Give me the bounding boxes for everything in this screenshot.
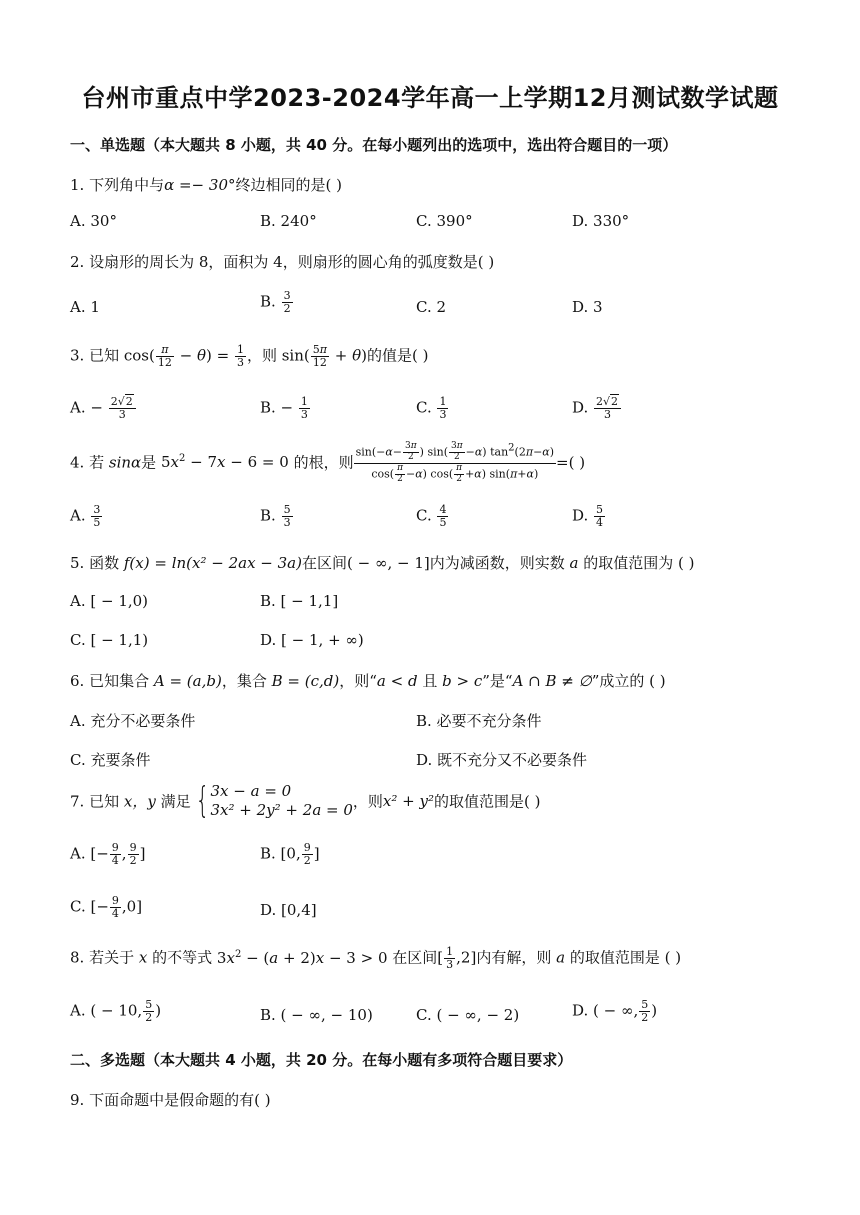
- question-6-option-c: C. 充要条件: [70, 751, 151, 769]
- question-7-option-c: C. [− $\frac{9}{4}$ ,0]: [70, 894, 143, 921]
- question-6-text5: ”是“: [482, 672, 513, 690]
- question-6-set-a: A = (a,b): [153, 672, 222, 690]
- question-7-end: 的取值范围是( ): [434, 792, 541, 811]
- question-7-option-a: A. [− $\frac{9}{4}$ , $\frac{9}{2}$ ]: [70, 841, 146, 868]
- question-7-vars: x，y: [123, 792, 156, 811]
- question-3-suffix: 的值是( ): [366, 346, 429, 365]
- question-2-option-d: D. 3: [572, 298, 603, 316]
- question-5-option-d: D. [ − 1, + ∞): [260, 631, 364, 649]
- section-heading-single-choice: 一、单选题（本大题共 8 小题，共 40 分。在每小题列出的选项中，选出符合题目的一项）: [70, 136, 678, 154]
- question-8-mid2: 在区间: [392, 948, 438, 967]
- question-5-function: f(x) = ln(x² − 2ax − 3a): [123, 554, 302, 572]
- question-7-eq2: 3x² + 2y² + 2a = 0: [210, 800, 353, 819]
- question-3-option-a: A. − $\frac{2√2}{3}$: [70, 396, 137, 421]
- question-5: [70, 552, 695, 573]
- question-2-option-a: A. 1: [70, 298, 100, 316]
- question-5-interval: ( − ∞, − 1]: [347, 554, 430, 572]
- question-1-option-b: B. 240°: [260, 212, 317, 230]
- question-5-suffix: 内为减函数，则实数: [429, 554, 565, 572]
- fraction-3-2: $\frac{3}{2}$: [283, 289, 291, 316]
- question-1-option-d: D. 330°: [572, 212, 630, 230]
- question-4-mid1: 是: [141, 453, 157, 472]
- question-6-option-a: A. 充分不必要条件: [70, 712, 196, 730]
- question-8: 8. 若关于 x 的不等式 $3x^2 - (a + 2)x - 3 > 0$ 在区间[ $\frac{1}{3}$ ,2]内有解，则 a 的取值范围是 ( ): [70, 945, 682, 972]
- question-6-set-b: B = (c,d): [271, 672, 340, 690]
- question-7: [70, 779, 541, 821]
- question-1-math: α =− 30°: [164, 176, 236, 194]
- question-8-option-a: A. ( − 10, $\frac{5}{2}$ ): [70, 998, 162, 1025]
- question-7-option-b: B. [0, $\frac{9}{2}$ ]: [260, 841, 320, 868]
- question-2-option-c: C. 2: [416, 298, 447, 316]
- question-5-prefix: 5. 函数: [70, 554, 120, 572]
- question-5-option-a: A. [ − 1,0): [70, 592, 149, 610]
- question-7-option-d: D. [0,4]: [260, 901, 317, 919]
- question-4-mid2: 的根，则: [293, 453, 354, 472]
- question-7-prefix: 7. 已知: [70, 792, 120, 811]
- question-1-option-c: C. 390°: [416, 212, 473, 230]
- question-9: 9. 下面命题中是假命题的有( ): [70, 1091, 271, 1109]
- question-3-prefix: 3. 已知: [70, 346, 120, 365]
- section-heading-multi-choice: 二、多选题（本大题共 4 小题，共 20 分。在每小题有多项符合题目要求）: [70, 1051, 573, 1069]
- question-6-text6: ”成立的 ( ): [591, 672, 666, 690]
- question-5-end: 的取值范围为 ( ): [583, 554, 695, 572]
- question-8-option-d: D. ( − ∞, $\frac{5}{2}$ ): [572, 998, 658, 1025]
- question-8-var2: a: [556, 948, 566, 967]
- question-7-expr: x² + y²: [382, 791, 434, 810]
- question-1-prefix: 1. 下列角中与: [70, 176, 165, 194]
- question-7-mid: 满足: [160, 792, 191, 811]
- brace-symbol: {: [195, 779, 209, 821]
- question-4-option-c: C. $\frac{4}{5}$: [416, 503, 447, 530]
- question-4-option-d: D. $\frac{5}{4}$: [572, 503, 604, 530]
- question-6-text1: 6. 已知集合: [70, 672, 150, 690]
- question-5-var: a: [569, 554, 579, 572]
- question-8-inequality: $3x^2 - (a + 2)x - 3 > 0$: [216, 948, 388, 967]
- question-1-option-a: A. 30°: [70, 212, 117, 230]
- question-8-prefix: 8. 若关于: [70, 948, 135, 967]
- question-5-option-c: C. [ − 1,1): [70, 631, 149, 649]
- question-3-mid: ，则: [246, 346, 277, 365]
- question-3-option-d: D. $\frac{2√2}{3}$: [572, 396, 622, 421]
- question-7-suffix: ，则: [352, 792, 383, 811]
- question-3: 3. 已知 cos( $\frac{\pi}{12}$ − θ) = $\frac{1}{3}$ ，则 sin( $\frac{5\pi}{12}$ + θ)的值是( ): [70, 343, 429, 370]
- question-6-option-b: B. 必要不充分条件: [416, 712, 542, 730]
- question-6-cond1: a < d: [376, 672, 418, 690]
- question-8-mid: 的不等式: [152, 948, 213, 967]
- question-3-option-c: C. $\frac{1}{3}$: [416, 395, 447, 422]
- question-2: 2. 设扇形的周长为 8，面积为 4，则扇形的圆心角的弧度数是( ): [70, 253, 495, 271]
- question-7-eq1: 3x − a = 0: [210, 782, 292, 800]
- question-2-option-b: B. $\frac{3}{2}$: [260, 289, 291, 316]
- question-4-prefix: 4. 若: [70, 453, 105, 472]
- question-4-equation: $5x^2 - 7x - 6 = 0$: [160, 453, 289, 472]
- question-4-option-b: B. $\frac{5}{3}$: [260, 503, 291, 530]
- question-4-suffix: =( ): [556, 453, 586, 472]
- question-4-option-a: A. $\frac{3}{5}$: [70, 503, 101, 530]
- question-6-text4: 且: [417, 672, 443, 690]
- question-7-system: [211, 782, 353, 820]
- question-3-option-b: B. − $\frac{1}{3}$: [260, 395, 308, 422]
- question-8-var: x: [138, 948, 148, 967]
- question-5-mid: 在区间: [301, 554, 347, 572]
- question-5-option-b: B. [ − 1,1]: [260, 592, 339, 610]
- question-6: [70, 670, 666, 691]
- question-6-option-d: D. 既不充分又不必要条件: [416, 751, 588, 769]
- question-1: [70, 174, 342, 195]
- question-8-option-c: C. ( − ∞, − 2): [416, 1006, 520, 1024]
- page-title: 台州市重点中学2023-2024学年高一上学期12月测试数学试题: [81, 84, 779, 112]
- question-4: [70, 442, 585, 485]
- question-4-sina: sinα: [108, 453, 142, 472]
- question-6-cond2: b > c: [442, 672, 483, 690]
- question-6-cond3: A ∩ B ≠ ∅: [512, 672, 592, 690]
- question-8-end: 的取值范围是 ( ): [569, 948, 682, 967]
- question-6-text2: ，集合: [221, 672, 267, 690]
- question-6-text3: ，则“: [339, 672, 377, 690]
- question-8-option-b: B. ( − ∞, − 10): [260, 1006, 373, 1024]
- question-4-expression: sin(−α− $\frac{3\pi}{2}$ ) sin( $\frac{3\pi}{2}$ −α) $\tan^2(2\pi-\alpha)$ cos( $\frac{\pi}{2}$ −α) cos( $\frac{\pi}{2}$ +α) sin(π+α): [355, 441, 555, 484]
- question-8-suffix: 内有解，则: [476, 948, 552, 967]
- question-1-suffix: 终边相同的是( ): [235, 176, 342, 194]
